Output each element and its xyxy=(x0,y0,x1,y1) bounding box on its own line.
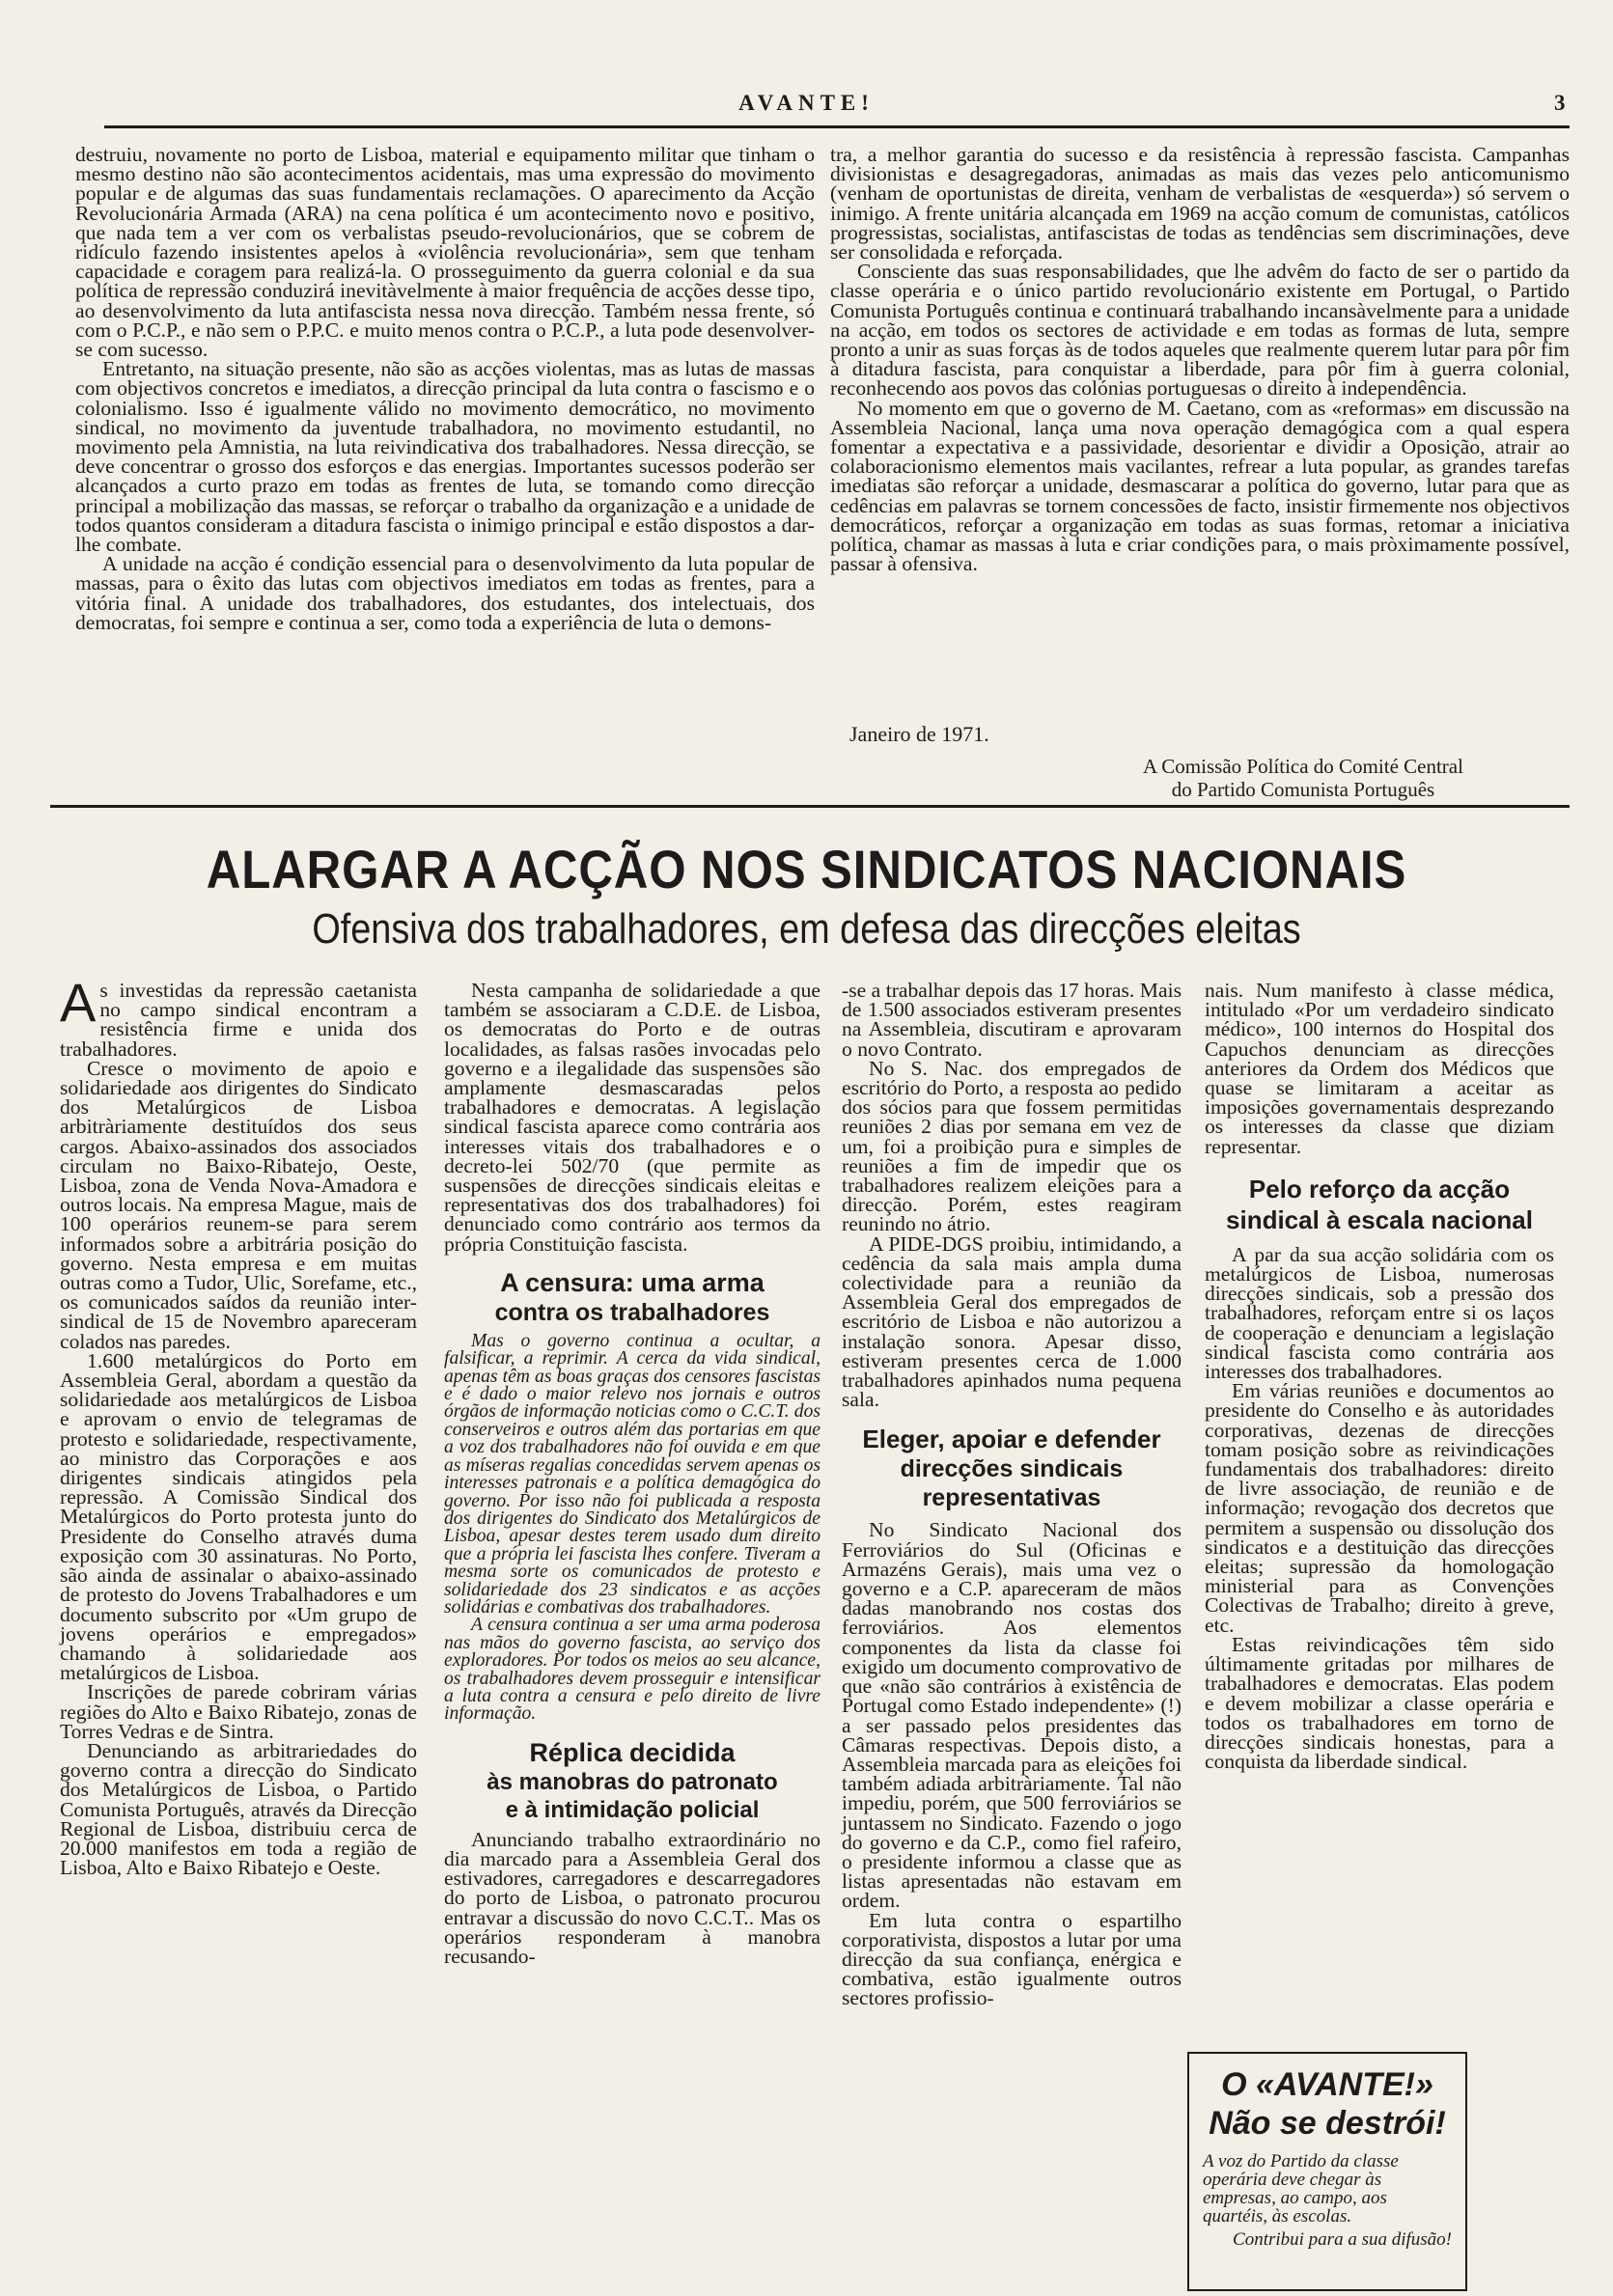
reforco-heading-line-2: sindical à escala nacional xyxy=(1226,1204,1533,1234)
main-col3-paragraph-3: A PIDE-DGS proibiu, intimidando, a cedência da sala mais ampla duma colectividade para a reunião da Assembleia Geral dos empregados de escritório de Lisboa e não autorizou a instalação sonora. Apesar disso, estiveram presentes cerca de 1.000 trabalhadores apinhados numa pequena sala. xyxy=(842,1231,1182,1412)
main-col4-paragraph-1: nais. Num manifesto à classe médica, intitulado «Por um verdadeiro sindicato médico», 100 internos do Hospital dos Capuchos denunciam as direcções anteriores da Ordem dos Médicos que quase se limitaram a aceitar as imposições governamentais desprezando os interesses da classe que diziam representar. xyxy=(1205,979,1554,1158)
main-headline: ALARGAR A ACÇÃO NOS SINDICATOS NACIONAIS xyxy=(206,839,1407,899)
top-col1-paragraph-2: Entretanto, na situação presente, não são as acções violentas, mas as lutas de massas com objectivos concretos e imediatos, a direcção principal da luta contra o fascismo e o colonialismo. Isso é igualmente válido no movimento democrático, no movimento sindical, no movimento da juventude trabalhadora, no movimento estudantil, no movimento pela Amnistia, na luta reivindicativa dos trabalhadores. Nessa direcção, se deve concentrar o grosso dos esforços e das energias. Importantes sucessos poderão ser alcançados a curto prazo em todas as frentes de luta, se tomando como direcção principal a mobilização das massas, se reforçar o trabalho da organização e a unidade de todos quantos consideram a ditadura fascista o inimigo principal e estão dispostos a dar-lhe combate. xyxy=(75,357,815,557)
replica-heading-line-3: e à intimidação policial xyxy=(505,1796,760,1823)
top-col2-paragraph-3: No momento em que o governo de M. Caetano, com as «reformas» em discussão na Assembleia Nacional, lança uma nova operação demagógica com a qual espera fomentar a expectativa e a passividade, desorientar e dividir a Oposição, atrair ao colaboracionismo elementos mais vacilantes, refrear a luta popular, as grandes tarefas imediatas são reforçar a unidade, desmascarar a política do governo, lutar para que as cedências em palavras se tornem concessões de facto, insistir firmemente nos objectivos democráticos, reforçar a organização em todas as suas formas, retomar a iniciativa política, chamar as massas à luta e criar condições para, o mais pròximamente possível, passar à ofensiva. xyxy=(830,396,1570,576)
censura-heading-line-2: contra os trabalhadores xyxy=(494,1298,770,1326)
main-column-4 xyxy=(1205,979,1554,1774)
main-col2-paragraph-1: Nesta campanha de solidariedade a que também se associaram a C.D.E. de Lisboa, os democratas do Porto e de outras localidades, as falsas rasões invocadas pelo governo e a ilegalidade das suspensões são amplamente desmascaradas pelos trabalhadores e democratas. A legislação sindical fascista aparece como contrária aos interesses vitais dos trabalhadores e o decreto-lei 502/70 (que permite as suspensões de direcções sindicais eleitas e representativas dos dos trabalhadores) foi denunciado como contrário aos termos da própria Constituição fascista. xyxy=(444,979,820,1256)
main-col1-lead: As investidas da repressão caetanista no campo sindical encontram a resistência firme e unida dos trabalhadores. xyxy=(60,972,417,1061)
main-subheadline: Ofensiva dos trabalhadores, em defesa das direcções eleitas xyxy=(312,905,1301,953)
replica-heading-line-1: Réplica decidida xyxy=(529,1737,736,1767)
top-col2-paragraph-1: tra, a melhor garantia do sucesso e da resistência à repressão fascista. Campanhas divisionistas e desagregadoras, animadas as mais das vezes pelo anticomunismo (venham de oportunistas de direita, venham de verbalistas de «esquerda») só servem o inimigo. A frente unitária alcançada em 1969 na acção comum de comunistas, católicos progressistas, socialistas, antifascistas de todas as tendências sem discriminações, deve ser consolidada e reforçada. xyxy=(830,143,1570,264)
main-col3-paragraph-2: No S. Nac. dos empregados de escritório do Porto, a resposta ao pedido dos sócios para que fossem permitidas reuniões 2 dias por semana em vez de um, foi a proibição pura e simples de reuniões a fim de impedir que os trabalhadores realizem eleições para a direcção. Porém, estes reagiram reunindo no átrio. xyxy=(842,1056,1182,1236)
avante-promo-box xyxy=(1187,2052,1467,2291)
eleger-heading-line-2: direcções sindicais xyxy=(900,1455,1124,1483)
main-col1-paragraph-3: 1.600 metalúrgicos do Porto em Assembleia Geral, abordam a questão da solidariedade aos metalúrgicos de Lisboa e aprovam o envio de telegramas de protesto e solidariedade, respectivamente, ao ministro das Corporações e aos dirigentes sindicais atingidos pela repressão. A Comissão Sindical dos Metalúrgicos do Porto protesta junto do Presidente do Conselho através duma exposição com 30 assinaturas. No Porto, são ainda de assinalar o abaixo-assinado de protesto do Jovens Trabalhadores e um documento subscrito por «Um grupo de jovens operários e empregados» chamando à solidariedade aos metalúrgicos de Lisboa. xyxy=(60,1348,417,1685)
promo-title-line-2: Não se destrói! xyxy=(1209,2105,1446,2142)
signature-line-2: do Partido Comunista Português xyxy=(1171,778,1435,801)
censura-paragraph-1: Mas o governo continua a ocultar, a falsificar, a reprimir. A cerca da vida sindical, apenas têm as boas graças dos censores fascistas e é dado o maior relevo nos jornais e outros órgãos de informação noticias como o C.C.T. dos conserveiros e outros além das portarias em que a voz dos trabalhadores não foi ouvida e em que as míseras regalias concedidas servem apenas os interesses patronais e a política demagógica do governo. Por isso não foi publicada a resposta dos dirigentes do Sindicato dos Metalúrgicos de Lisboa, apesar destes terem usado dum direito que a própria lei fascista lhes confere. Tiveram a mesma sorte os comunicados de protesto e solidariedade dos 23 sindicatos e as acções solidárias e combativas dos trabalhadores. xyxy=(444,1330,820,1618)
top-col2-paragraph-2: Consciente das suas responsabilidades, que lhe advêm do facto de ser o partido da classe operária e o único partido revolucionário existente em Portugal, o Partido Comunista Português continua e continuará trabalhando incansàvelmente para a unidade na acção, em todos os sectores de actividade e em todas as formas de luta, sempre pronto a unir as suas forças às de todos aqueles que realmente querem lutar para pôr fim à ditadura fascista, para conquistar a liberdade, para pôr fim à guerra colonial, reconhecendo aos povos das colónias portuguesas o direito à independência. xyxy=(830,260,1570,401)
main-column-2 xyxy=(444,981,820,1966)
main-col1-paragraph-4: Inscrições de parede cobriram várias regiões do Alto e Baixo Ribatejo, zonas de Torres Vedras e de Sintra. xyxy=(60,1680,417,1743)
replica-heading xyxy=(444,1737,820,1824)
eleger-heading xyxy=(842,1425,1182,1512)
eleger-heading-line-1: Eleger, apoiar e defender xyxy=(862,1425,1161,1454)
top-col1-paragraph-3: A unidade na acção é condição essencial para o desenvolvimento da luta popular de massas, para o êxito das lutas com objectivos imediatos em todas as frentes, para a vitória final. A unidade dos trabalhadores, dos estudantes, dos intelectuais, dos democratas, foi sempre e continua a ser, como toda a experiência de luta o demons- xyxy=(75,552,815,634)
main-col1-paragraph-5: Denunciando as arbitrariedades do governo contra a direcção do Sindicato dos Metalúrgicos de Lisboa, o Partido Comunista Português, através da Direcção Regional de Lisboa, distribuiu cerca de 20.000 manifestos em toda a região de Lisboa, Alto e Baixo Ribatejo e Oeste. xyxy=(60,1738,417,1880)
eleger-heading-line-3: representativas xyxy=(922,1484,1101,1512)
censura-heading-line-1: A censura: uma arma xyxy=(500,1267,765,1297)
eleger-paragraph-2: Em luta contra o espartilho corporativista, dispostos a lutar por uma direcção da sua confiança, enérgica e combativa, estão igualmente outros sectores profissio- xyxy=(842,1908,1182,2010)
reforco-paragraph-1: A par da sua acção solidária com os metalúrgicos de Lisboa, numerosas direcções sindicais, sob a pressão dos trabalhadores, reforçam entre si os laços de cooperação e denunciam a legislação sindical fascista como contrária aos interesses dos trabalhadores. xyxy=(1205,1242,1554,1384)
reforco-paragraph-3: Estas reivindicações têm sido últimamente gritadas por milhares de trabalhadores e democratas. Elas podem e devem mobilizar a classe operária e todos os trabalhadores em torno de direcções sindicais honestas, para a conquista da liberdade sindical. xyxy=(1205,1632,1554,1774)
top-article-column-2 xyxy=(830,143,1570,576)
main-col1-paragraph-2: Cresce o movimento de apoio e solidariedade aos dirigentes do Sindicato dos Metalúrgicos de Lisboa arbitràriamente destituídos dos seus cargos. Abaixo-assinados dos associados circulam no Baixo-Ribatejo, Oeste, Lisboa, zona de Venda Nova-Amadora e outros locais. Na empresa Mague, mais de 100 operários reunem-se para serem informados sobre a arbitrária posição do governo. Nesta empresa e em muitas outras como a Tudor, Ulic, Sorefame, etc., os comunicados saídos da reunião inter-sindical de 15 de Novembro apareceram colados nas paredes. xyxy=(60,1056,417,1353)
main-col3-paragraph-1: -se a trabalhar depois das 17 horas. Mais de 1.500 associados estiveram presentes na Assembleia, discutiram e aprovaram o novo Contrato. xyxy=(842,979,1182,1061)
header-rule xyxy=(104,125,1570,128)
signature xyxy=(1052,755,1554,801)
article-date: Janeiro de 1971. xyxy=(849,722,989,746)
reforco-paragraph-2: Em várias reuniões e documentos ao presidente do Conselho e às autoridades corporativas, dezenas de direcções tomam posição sobre as reivindicações fundamentais dos trabalhadores: direito de livre associação, de reunião e de informação; revogação dos decretos que permitem a suspensão ou dissolução dos sindicatos e a destituição das direcções eleitas; supressão da homologação ministerial para as Convenções Colectivas de Trabalho; direito à greve, etc. xyxy=(1205,1379,1554,1637)
replica-paragraph-1: Anunciando trabalho extraordinário no dia marcado para a Assembleia Geral dos estivadores, carregadores e descarregadores do porto de Lisboa, o patronato procurou entravar a discussão do novo C.C.T.. Mas os operários responderam à manobra recusando- xyxy=(444,1827,820,1968)
eleger-paragraph-1: No Sindicato Nacional dos Ferroviários do Sul (Oficinas e Armazéns Gerais), mais uma vez o governo e a C.P. apareceram de mãos dadas manobrando nos costas dos ferroviários. Aos elementos componentes da lista da classe foi exigido um documento comprovativo de que «não são contrários à existência de Portugal como Estado independente» (!) a ser passado pelos presidentes das Câmaras respectivas. Depois disto, a Assembleia marcada para as eleições foi também adiada arbitràriamente. Tal não impediu, porém, que 500 ferroviários se juntassem no Sindicato. Fazendo o jogo do governo e da C.P., como fiel rafeiro, o presidente informou a classe que as listas apresentadas não estavam em ordem. xyxy=(842,1518,1182,1913)
page-number: 3 xyxy=(1554,91,1566,115)
replica-heading-line-2: às manobras do patronato xyxy=(487,1768,778,1795)
top-col1-paragraph-1: destruiu, novamente no porto de Lisboa, material e equipamento militar que tinham o mesmo destino não são acontecimentos acidentais, mas uma expressão do movimento popular e de algumas das suas fundamentais reclamações. O aparecimento da Acção Revolucionária Armada (ARA) na cena política é um acontecimento novo e positivo, que nada tem a ver com os verbalistas pseudo-revolucionários, que se cobrem de ridículo fazendo insistentes apelos à «violência revolucionária», sem que tenham capacidade e coragem para realizá-la. O prosseguimento da guerra colonial e da sua política de repressão conduzirá inevitàvelmente à maior frequência de acções desse tipo, ao desenvolvimento da luta antifascista nessa nova direcção. Também nessa frente, só com o P.C.P., e não sem o P.P.C. e muito menos contra o P.C.P., a luta pode desenvolver-se com sucesso. xyxy=(75,143,815,362)
drop-cap: A xyxy=(60,972,97,1033)
promo-title-line-1: O «AVANTE!» xyxy=(1221,2066,1433,2103)
main-column-1 xyxy=(60,972,417,1880)
promo-text: A voz do Partido da classe operária deve chegar às empresas, ao campo, aos quartéis, às escolas. xyxy=(1203,2151,1399,2227)
main-column-3 xyxy=(842,981,1182,2008)
newspaper-title: AVANTE! xyxy=(738,91,875,115)
reforco-heading xyxy=(1205,1174,1554,1235)
top-article-column-1 xyxy=(75,145,815,632)
promo-call-to-action: Contribui para a sua difusão! xyxy=(1233,2229,1452,2250)
reforco-heading-line-1: Pelo reforço da acção xyxy=(1248,1174,1511,1203)
signature-line-1: A Comissão Política do Comité Central xyxy=(1143,755,1463,778)
censura-paragraph-2: A censura continua a ser uma arma poderosa nas mãos do governo fascista, ao serviço dos exploradores. Por todos os meios ao seu alcance, os trabalhadores devem prosseguir e intensificar a luta contra a censura e pelo direito de livre informação. xyxy=(444,1615,820,1725)
section-divider xyxy=(50,805,1570,808)
censura-heading xyxy=(444,1267,820,1327)
